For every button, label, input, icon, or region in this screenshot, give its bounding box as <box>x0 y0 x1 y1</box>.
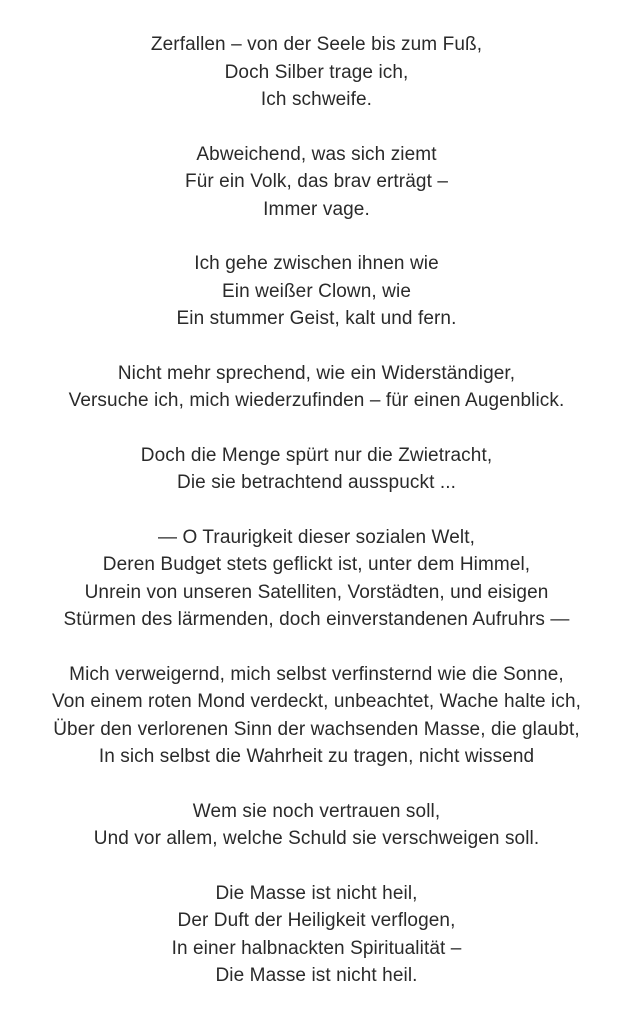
poem-line: Der Duft der Heiligkeit verflogen, <box>177 910 456 931</box>
poem-stanza-5 <box>0 442 633 497</box>
poem-line: Die sie betrachtend ausspuckt ... <box>177 472 456 493</box>
poem-line: Die Masse ist nicht heil, <box>215 882 418 904</box>
poem-stanza-2 <box>0 141 633 224</box>
poem-line: In einer halbnackten Spiritualität – <box>171 937 462 959</box>
poem-line: Zerfallen – von der Seele bis zum Fuß, <box>150 34 483 55</box>
poem-line: Ein stummer Geist, kalt und fern. <box>176 308 457 329</box>
poem-stanza-8 <box>0 798 633 853</box>
poem-line: Deren Budget stets geflickt ist, unter dem Himmel, <box>102 554 531 575</box>
poem-line: Stürmen des lärmenden, doch einverstandenen Aufruhrs — <box>63 609 570 630</box>
poem-line: Über den verlorenen Sinn der wachsenden Masse, die glaubt, <box>53 718 580 740</box>
poem-line: — O Traurigkeit dieser sozialen Welt, <box>158 526 475 548</box>
poem-stanza-9 <box>0 880 633 990</box>
poem-stanza-3 <box>0 250 633 333</box>
poem-line: Wem sie noch vertrauen soll, <box>192 800 441 822</box>
poem-line: In sich selbst die Wahrheit zu tragen, nicht wissend <box>98 746 535 767</box>
poem-line: Abweichend, was sich ziemt <box>196 143 437 165</box>
poem-stanza-6 <box>0 524 633 634</box>
poem-stanza-1 <box>0 31 633 114</box>
poem-line: Doch Silber trage ich, <box>224 61 409 83</box>
poem-line: Nicht mehr sprechend, wie ein Widerständiger, <box>117 362 516 384</box>
poem-line: Und vor allem, welche Schuld sie verschweigen soll. <box>93 828 540 849</box>
poem-line: Die Masse ist nicht heil. <box>215 965 418 986</box>
poem-line: Immer vage. <box>263 198 370 220</box>
poem-line: Versuche ich, mich wiederzufinden – für einen Augenblick. <box>68 390 565 411</box>
poem-line: Von einem roten Mond verdeckt, unbeachtet, Wache halte ich, <box>51 691 582 712</box>
poem-stanza-4 <box>0 360 633 415</box>
poem-line: Ich schweife. <box>260 89 373 110</box>
poem-line: Doch die Menge spürt nur die Zwietracht, <box>140 444 493 466</box>
poem-line: Ich gehe zwischen ihnen wie <box>194 253 439 274</box>
poem-line: Für ein Volk, das brav erträgt – <box>185 171 448 192</box>
poem-line: Mich verweigernd, mich selbst verfinsternd wie die Sonne, <box>69 663 564 685</box>
poem-line: Unrein von unseren Satelliten, Vorstädten, und eisigen <box>84 581 549 603</box>
poem-stanza-7 <box>0 661 633 771</box>
poem-line: Ein weißer Clown, wie <box>222 280 411 302</box>
